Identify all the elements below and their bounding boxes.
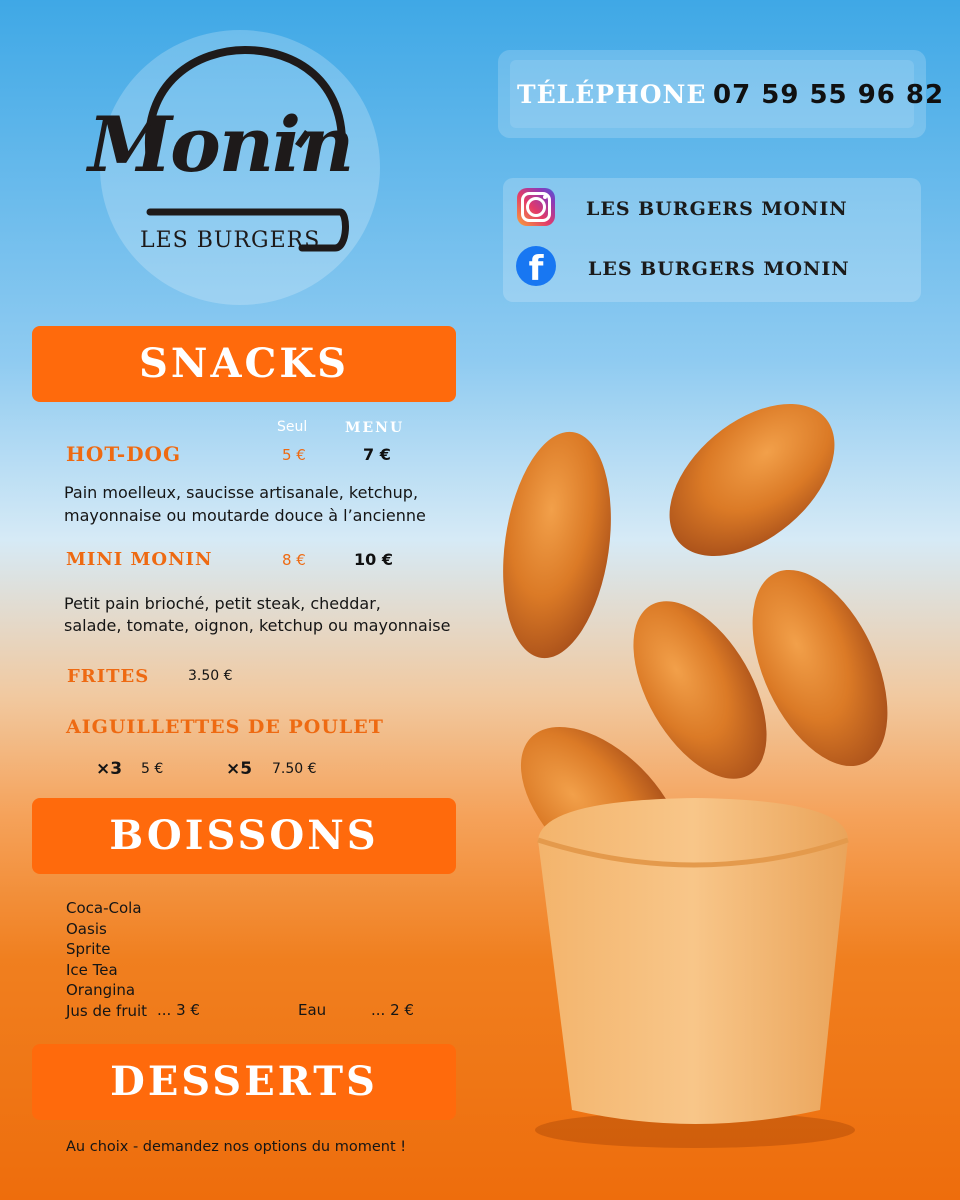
list-item: Sprite — [66, 940, 111, 958]
poulet-price-5: 7.50 € — [272, 761, 317, 777]
hotdog-desc-2: mayonnaise ou moutarde douce à l’ancienne — [64, 506, 426, 525]
frites-title: FRITES — [67, 666, 150, 687]
col-menu-header: MENU — [345, 420, 405, 436]
paper-bucket — [538, 798, 848, 1124]
instagram-handle[interactable]: LES BURGERS MONIN — [586, 198, 848, 220]
minimonin-price-seul: 8 € — [282, 551, 306, 569]
eau-label: Eau — [298, 1001, 327, 1019]
snacks-banner: SNACKS — [32, 326, 456, 402]
eau-price: ... 2 € — [371, 1001, 414, 1019]
col-seul-header: Seul — [277, 419, 308, 435]
facebook-handle[interactable]: LES BURGERS MONIN — [588, 258, 850, 280]
instagram-icon[interactable] — [517, 188, 555, 226]
nugget-1 — [490, 425, 625, 665]
list-item: Ice Tea — [66, 960, 118, 979]
facebook-icon[interactable]: f — [516, 246, 556, 286]
phone-number[interactable]: 07 59 55 96 82 — [713, 80, 945, 110]
minimonin-desc-1: Petit pain brioché, petit steak, cheddar, — [64, 594, 381, 613]
minimonin-desc-2: salade, tomate, oignon, ketchup ou mayonnaise — [64, 616, 451, 635]
drinks-price: ... 3 € — [157, 1001, 200, 1019]
hotdog-desc-1: Pain moelleux, saucisse artisanale, ketchup, — [64, 483, 419, 502]
list-item: Jus de fruit — [66, 1001, 148, 1020]
social-panel — [503, 178, 921, 302]
boissons-banner: BOISSONS — [32, 798, 456, 874]
poulet-price-3: 5 € — [141, 761, 164, 777]
desserts-note: Au choix - demandez nos options du moment ! — [66, 1139, 407, 1155]
brand-subtitle: LES BURGERS — [140, 228, 321, 253]
minimonin-title: MINI MONIN — [66, 549, 213, 570]
hotdog-price-seul: 5 € — [282, 446, 306, 464]
nuggets-bucket-illustration — [470, 390, 940, 1150]
poulet-title: AIGUILLETTES DE POULET — [66, 716, 384, 738]
phone-label: TÉLÉPHONE — [517, 80, 707, 109]
minimonin-price-menu: 10 € — [354, 550, 393, 569]
frites-price: 3.50 € — [188, 668, 233, 684]
brand-name: Monin — [88, 100, 353, 189]
list-item: Coca-Cola — [66, 899, 142, 917]
list-item: Oasis — [66, 919, 107, 938]
poulet-qty-5: ×5 — [226, 759, 253, 779]
drinks-list — [66, 898, 147, 1021]
desserts-banner: DESSERTS — [32, 1044, 456, 1120]
hotdog-title: HOT-DOG — [66, 442, 182, 466]
poulet-qty-3: ×3 — [96, 759, 123, 779]
nugget-2 — [641, 390, 863, 586]
hotdog-price-menu: 7 € — [363, 445, 391, 464]
list-item: Orangina — [66, 981, 136, 999]
